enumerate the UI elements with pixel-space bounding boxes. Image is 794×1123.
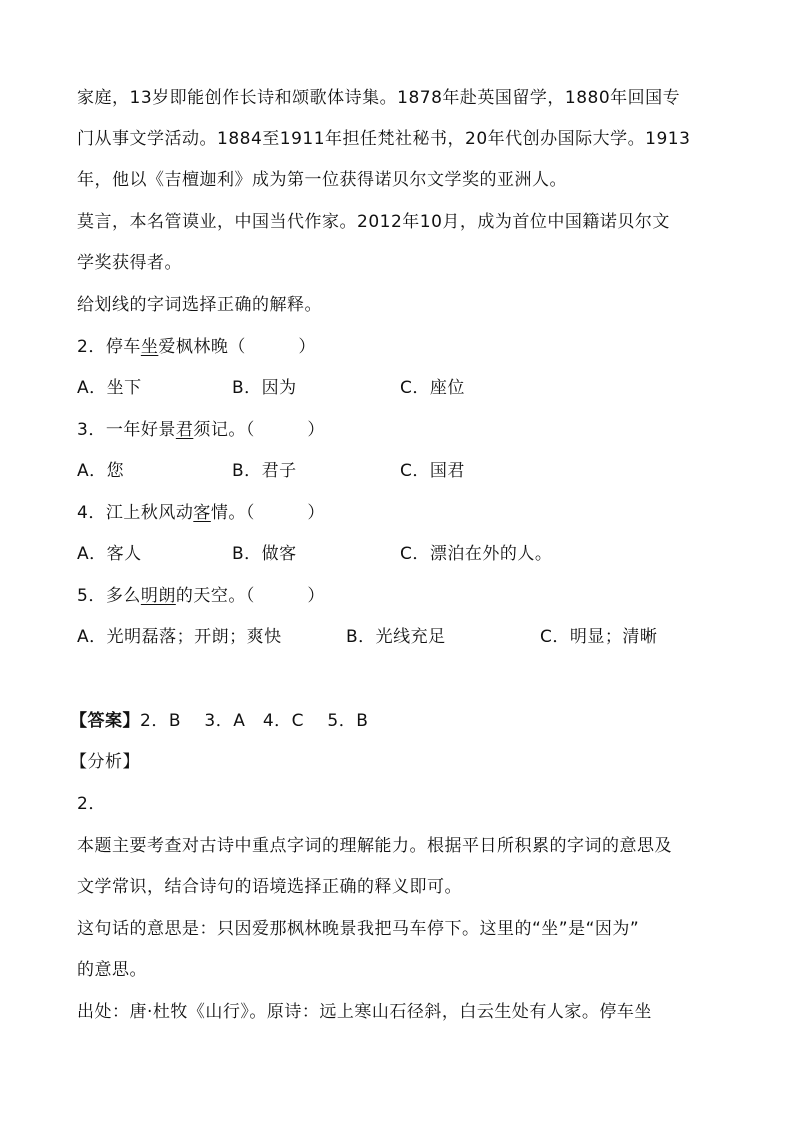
tagore-bio-line-2: 门从事文学活动。1884至1911年担任梵社秘书，20年代创办国际大学。1913 — [77, 129, 691, 149]
question-3-option-c: C．国君 — [400, 461, 465, 481]
question-4-option-c: C．漂泊在外的人。 — [400, 544, 553, 564]
analysis-para2-line-2: 的意思。 — [77, 960, 147, 980]
analysis-para1-line-1: 本题主要考查对古诗中重点字词的理解能力。根据平日所积累的字词的意思及 — [77, 836, 672, 856]
question-4-prefix: 4．江上秋风动 — [77, 503, 194, 523]
question-5-suffix: 的天空。（ ） — [175, 586, 325, 606]
question-4-option-b: B．做客 — [232, 544, 297, 564]
tagore-bio-line-1: 家庭，13岁即能创作长诗和颂歌体诗集。1878年赴英国留学，1880年回国专 — [77, 88, 681, 108]
analysis-label: 【分析】 — [70, 752, 140, 772]
question-5-underlined: 明朗 — [140, 586, 176, 606]
question-4 — [77, 501, 325, 525]
question-5-prefix: 5．多么 — [77, 586, 141, 606]
question-4-suffix: 情。（ ） — [210, 503, 325, 523]
question-2-underlined: 坐 — [140, 337, 159, 357]
answer-text: 2．B 3．A 4．C 5．B — [140, 711, 369, 731]
question-4-option-a: A．客人 — [77, 544, 142, 564]
question-5 — [77, 584, 325, 608]
question-4-underlined: 客 — [193, 503, 211, 523]
question-2-suffix: 爱枫林晚（ ） — [158, 337, 316, 357]
question-5-option-b: B．光线充足 — [346, 627, 446, 647]
moyan-bio-line-1: 莫言，本名管谟业，中国当代作家。2012年10月，成为首位中国籍诺贝尔文 — [77, 212, 670, 232]
analysis-source: 出处：唐·杜牧《山行》。原诗：远上寒山石径斜，白云生处有人家。停车坐 — [77, 1002, 652, 1022]
tagore-bio-line-3: 年，他以《吉檀迦利》成为第一位获得诺贝尔文学奖的亚洲人。 — [77, 170, 567, 190]
question-2-option-a: A．坐下 — [77, 378, 142, 398]
question-2-option-b: B．因为 — [232, 378, 297, 398]
analysis-para1-line-2: 文学常识，结合诗句的语境选择正确的释义即可。 — [77, 877, 462, 897]
question-3-suffix: 须记。（ ） — [193, 420, 325, 440]
question-3-option-a: A．您 — [77, 461, 125, 481]
analysis-para2-line-1: 这句话的意思是：只因爱那枫林晚景我把马车停下。这里的“坐”是“因为” — [77, 919, 640, 939]
question-3-underlined: 君 — [175, 420, 194, 440]
question-2-prefix: 2．停车 — [77, 337, 141, 357]
moyan-bio-line-2: 学奖获得者。 — [77, 253, 182, 273]
question-3 — [77, 418, 325, 442]
question-3-prefix: 3．一年好景 — [77, 420, 176, 440]
question-2-option-c: C．座位 — [400, 378, 465, 398]
question-2 — [77, 335, 316, 359]
analysis-number: 2． — [77, 794, 106, 814]
question-5-option-a: A．光明磊落；开朗；爽快 — [77, 627, 282, 647]
question-3-option-b: B．君子 — [232, 461, 297, 481]
answer-line — [70, 709, 368, 733]
instruction-text: 给划线的字词选择正确的解释。 — [77, 295, 322, 315]
answer-label: 【答案】 — [70, 711, 140, 731]
question-5-option-c: C．明显；清晰 — [540, 627, 658, 647]
